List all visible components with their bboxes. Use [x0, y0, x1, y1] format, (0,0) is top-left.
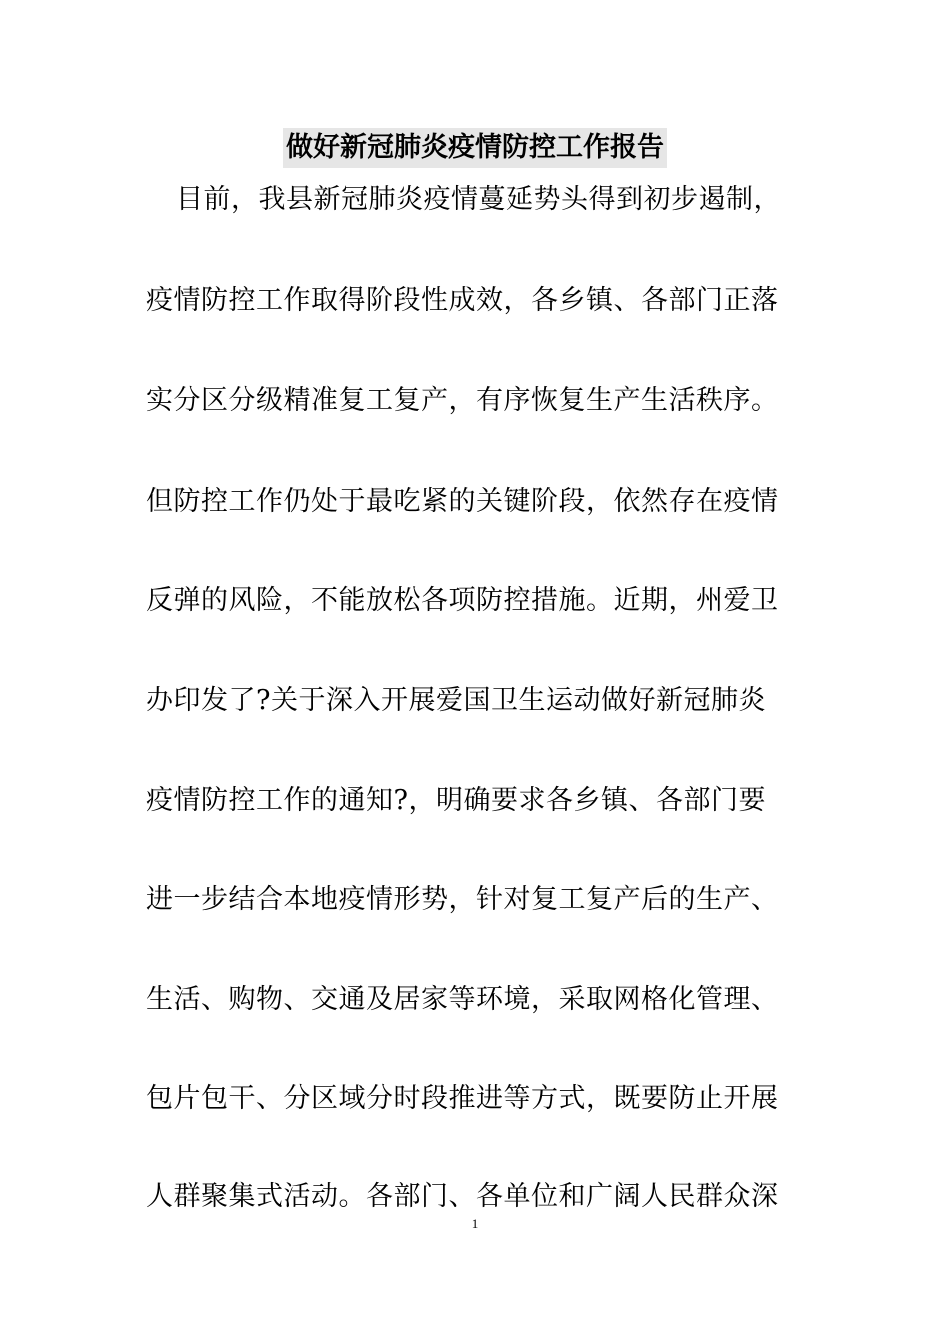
paragraph-line: 疫情防控工作的通知?，明确要求各乡镇、各部门要 — [146, 785, 766, 816]
paragraph-line: 人群聚集式活动。各部门、各单位和广阔人民群众深 — [146, 1181, 779, 1212]
paragraph-line: 办印发了?关于深入开展爱国卫生运动做好新冠肺炎 — [146, 685, 766, 716]
title-container — [0, 128, 950, 168]
paragraph-line: 疫情防控工作取得阶段性成效，各乡镇、各部门正落 — [146, 285, 779, 316]
paragraph-line: 目前，我县新冠肺炎疫情蔓延势头得到初步遏制， — [176, 184, 781, 215]
paragraph-line: 进一步结合本地疫情形势，针对复工复产后的生产、 — [146, 884, 779, 915]
paragraph-line: 但防控工作仍处于最吃紧的关键阶段，依然存在疫情 — [146, 486, 779, 517]
paragraph-line: 包片包干、分区域分时段推进等方式，既要防止开展 — [146, 1083, 779, 1114]
document-title: 做好新冠肺炎疫情防控工作报告 — [283, 128, 667, 168]
paragraph-line: 实分区分级精准复工复产，有序恢复生产生活秩序。 — [146, 385, 779, 416]
page-number: 1 — [471, 1216, 479, 1231]
paragraph-line: 生活、购物、交通及居家等环境，采取网格化管理、 — [146, 984, 779, 1015]
paragraph-line: 反弹的风险，不能放松各项防控措施。近期，州爱卫 — [146, 585, 779, 616]
